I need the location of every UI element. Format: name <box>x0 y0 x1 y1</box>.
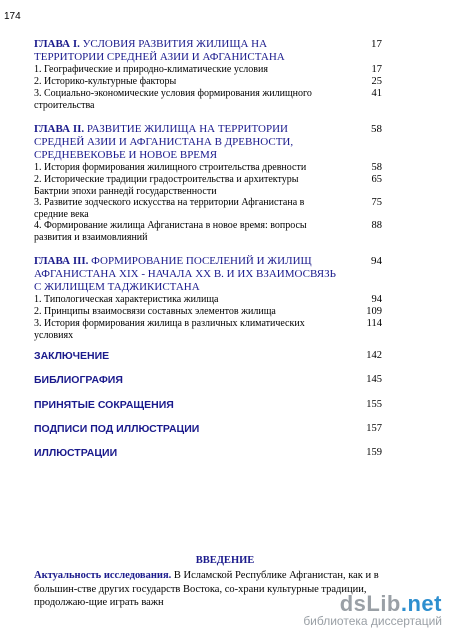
toc-title <box>34 255 336 294</box>
toc-title <box>34 294 336 306</box>
toc-title-text: УСЛОВИЯ РАЗВИТИЯ ЖИЛИЩА НА ТЕРРИТОРИИ СРЕДНЕЙ АЗИИ И АФГАНИСТАНА <box>34 38 285 63</box>
section-page-number: 142 <box>366 350 382 361</box>
section-title: ЗАКЛЮЧЕНИЕ <box>34 350 110 362</box>
toc-page-number: 65 <box>371 174 382 185</box>
toc-title-text: ФОРМИРОВАНИЕ ПОСЕЛЕНИЙ И ЖИЛИЩ АФГАНИСТАНА XIX - НАЧАЛА XX В. И ИХ ВЗАИМОСВЯЗЬ С ЖИЛИЩЕМ ТАДЖИКИСТАНА <box>34 255 336 293</box>
table-of-contents <box>34 38 386 341</box>
toc-page-number: 25 <box>371 76 382 87</box>
section-title: ПРИНЯТЫЕ СОКРАЩЕНИЯ <box>34 399 174 411</box>
toc-section[interactable] <box>34 447 386 459</box>
toc-chapter[interactable] <box>34 38 386 64</box>
page-number: 174 <box>4 11 21 22</box>
toc-entry[interactable] <box>34 64 386 76</box>
toc-title-text: 2. Историко-культурные факторы <box>34 76 177 87</box>
toc-title-text: 1. Типологическая характеристика жилища <box>34 294 219 305</box>
toc-section[interactable] <box>34 423 386 435</box>
toc-entry[interactable] <box>34 76 386 88</box>
toc-title <box>34 162 336 174</box>
section-title: ПОДПИСИ ПОД ИЛЛЮСТРАЦИИ <box>34 423 200 435</box>
toc-title <box>34 76 336 88</box>
toc-title <box>34 220 336 243</box>
toc-entry[interactable] <box>34 197 386 220</box>
toc-chapter[interactable] <box>34 255 386 294</box>
toc-title-text: РАЗВИТИЕ ЖИЛИЩА НА ТЕРРИТОРИИ СРЕДНЕЙ АЗИИ И АФГАНИСТАНА В ДРЕВНОСТИ, СРЕДНЕВЕКОВЬЕ И НОВОЕ ВРЕМЯ <box>34 123 294 161</box>
toc-chapter[interactable] <box>34 123 386 162</box>
toc-page-number: 41 <box>371 88 382 99</box>
toc-section[interactable] <box>34 350 386 362</box>
section-title: ИЛЛЮСТРАЦИИ <box>34 447 118 459</box>
toc-page-number: 114 <box>366 318 382 329</box>
toc-title-text: 2. Принципы взаимосвязи составных элементов жилища <box>34 306 276 317</box>
intro-lead: Актуальность исследования. <box>34 570 172 581</box>
toc-title-text: 3. История формирования жилища в различных климатических условиях <box>34 318 305 341</box>
toc-entry[interactable] <box>34 220 386 243</box>
toc-entry[interactable] <box>34 174 386 197</box>
section-page-number: 159 <box>366 447 382 458</box>
intro-heading: ВВЕДЕНИЕ <box>195 555 255 566</box>
toc-page-number: 58 <box>371 162 382 173</box>
toc-page-number: 75 <box>371 197 382 208</box>
logo-main: dsLib <box>339 591 401 616</box>
intro-body: В Исламской Республике Афганистан, как и в большин-стве других государств Востока, со-храни культурные традиции, продолжаю-щие играть важн <box>34 570 379 608</box>
toc-page-number: 58 <box>371 123 382 135</box>
chapter-number: ГЛАВА III. <box>34 255 89 267</box>
toc-title-text: 1. История формирования жилищного строительства древности <box>34 162 307 173</box>
chapter-number: ГЛАВА II. <box>34 123 85 135</box>
toc-title-text: 3. Социально-экономические условия формирования жилищного строительства <box>34 88 312 111</box>
toc-title <box>34 306 336 318</box>
toc-title-text: 3. Развитие зодческого искусства на территории Афганистана в средние века <box>34 197 305 220</box>
toc-entry[interactable] <box>34 306 386 318</box>
toc-entry[interactable] <box>34 294 386 306</box>
toc-title <box>34 197 336 220</box>
section-page-number: 155 <box>366 399 382 410</box>
toc-title <box>34 88 336 111</box>
toc-page-number: 109 <box>366 306 382 317</box>
toc-title-text: 4. Формирование жилища Афганистана в новое время: вопросы развития и взаимовлияний <box>34 220 307 243</box>
toc-section[interactable] <box>34 399 386 411</box>
toc-entry[interactable] <box>34 318 386 341</box>
toc-title <box>34 64 336 76</box>
toc-title <box>34 318 336 341</box>
section-page-number: 157 <box>366 423 382 434</box>
toc-page-number: 17 <box>371 64 382 75</box>
toc-title <box>34 38 336 64</box>
toc-entry[interactable] <box>34 88 386 111</box>
toc-title <box>34 174 336 197</box>
toc-page-number: 94 <box>371 255 382 267</box>
chapter-number: ГЛАВА I. <box>34 38 80 50</box>
toc-title-text: 1. Географические и природно-климатические условия <box>34 64 268 75</box>
section-title: БИБЛИОГРАФИЯ <box>34 374 123 386</box>
toc-page-number: 94 <box>371 294 382 305</box>
toc-section[interactable] <box>34 374 386 386</box>
toc-title <box>34 123 336 162</box>
toc-title-text: 2. Исторические традиции градостроительства и архитектуры Бактрии эпохи раннедй государственности <box>34 174 299 197</box>
watermark-subtitle: библиотека диссертаций <box>303 614 442 628</box>
section-page-number: 145 <box>366 374 382 385</box>
toc-page-number: 88 <box>371 220 382 231</box>
watermark-logo[interactable] <box>303 591 442 628</box>
toc-page-number: 17 <box>371 38 382 50</box>
toc-entry[interactable] <box>34 162 386 174</box>
logo-accent: .net <box>400 591 442 616</box>
